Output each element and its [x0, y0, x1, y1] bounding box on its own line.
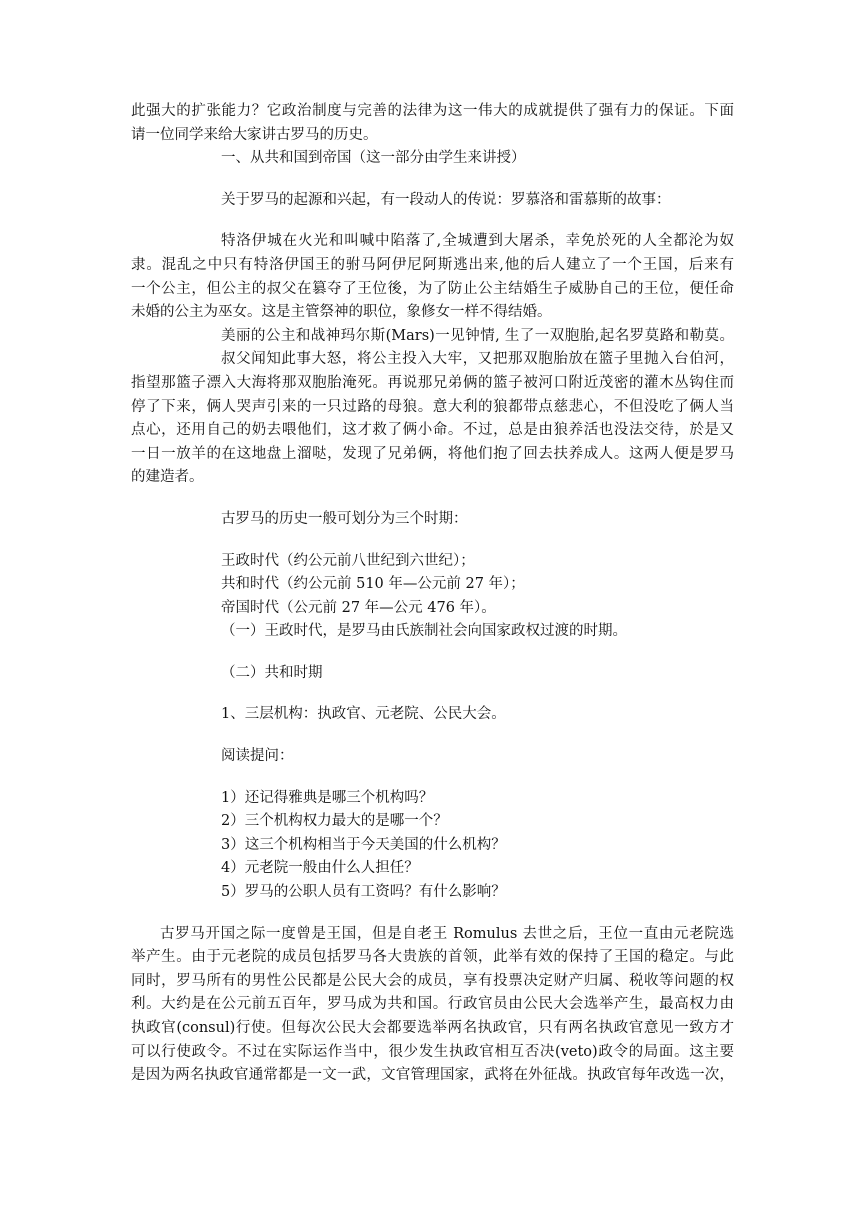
text-line: 未婚的公主为巫女。这是主管祭神的职位，象修女一样不得结婚。: [131, 304, 552, 321]
question-item: 1）还记得雅典是哪三个机构吗？: [221, 789, 434, 806]
question-item: 4）元老院一般由什么人担任？: [221, 860, 419, 877]
text-line: 同时，罗马所有的男性公民都是公民大会的成员，享有投票决定财产归属、税收等问题的权: [131, 972, 734, 989]
text-line: 古罗马的历史一般可划分为三个时期：: [221, 510, 468, 527]
text-line: 美丽的公主和战神玛尔斯(Mars)一见钟情, 生了一双胞胎,起名罗莫路和勒莫。: [221, 327, 734, 344]
text-line: 利。大约是在公元前五百年，罗马成为共和国。行政官员由公民大会选举产生，最高权力由: [131, 996, 734, 1013]
text-line: 阅读提问：: [221, 748, 294, 765]
text-line: 请一位同学来给大家讲古罗马的历史。: [131, 126, 378, 143]
subsection-heading: （二）共和时期: [221, 664, 323, 681]
text-line: 叔父闻知此事大怒，将公主投入大牢，又把那双胞胎放在篮子里抛入台伯河，: [221, 351, 734, 368]
text-line: 点心，还用自己的奶去喂他们，这才救了俩小命。不过，总是由狼养活也没法交待，於是又: [131, 422, 734, 439]
text-line: 指望那篮子漂入大海将那双胞胎淹死。再说那兄弟俩的篮子被河口附近茂密的灌木丛钩住而: [131, 374, 734, 391]
document-page: [131, 100, 734, 1088]
text-line: 举产生。由于元老院的成员包括罗马各大贵族的首领，此举有效的保持了王国的稳定。与此: [131, 949, 734, 966]
period-item: 帝国时代（公元前 27 年—公元 476 年）。: [221, 599, 496, 616]
text-line: 可以行使政令。不过在实际运作当中，很少发生执政官相互否决(veto)政令的局面。这主要: [131, 1043, 734, 1060]
text-line: 特洛伊城在火光和叫喊中陷落了,全城遭到大屠杀，幸免於死的人全都沦为奴: [221, 233, 734, 250]
question-item: 2）三个机构权力最大的是哪一个？: [221, 813, 448, 830]
text-line: 是因为两名执政官通常都是一文一武，文官管理国家，武将在外征战。执政官每年改选一次，: [131, 1067, 734, 1084]
question-item: 3）这三个机构相当于今天美国的什么机构？: [221, 836, 506, 853]
subsection-heading: （一）王政时代，是罗马由氏族制社会向国家政权过渡的时期。: [221, 623, 627, 640]
period-item: 共和时代（约公元前 510 年—公元前 27 年）；: [221, 576, 525, 593]
text-line: 一个公主，但公主的叔父在篡夺了王位後，为了防止公主结婚生子威胁自己的王位，便任命: [131, 280, 734, 297]
text-line: 1、三层机构：执政官、元老院、公民大会。: [221, 706, 506, 723]
section-heading: 一、从共和国到帝国（这一部分由学生来讲授）: [221, 150, 526, 167]
text-line: 执政官(consul)行使。但每次公民大会都要选举两名执政官，只有两名执政官意见一致方才: [131, 1020, 734, 1036]
text-line: 此强大的扩张能力？它政治制度与完善的法律为这一伟大的成就提供了强有力的保证。下面: [131, 103, 734, 119]
text-line: 关于罗马的起源和兴起，有一段动人的传说：罗慕洛和雷慕斯的故事：: [221, 191, 671, 208]
text-line: 一日一放羊的在这地盘上溜哒，发现了兄弟俩，将他们抱了回去扶养成人。这两人便是罗马: [131, 445, 734, 462]
question-item: 5）罗马的公职人员有工资吗？有什么影响？: [221, 884, 506, 901]
text-line: 停了下来，俩人哭声引来的一只过路的母狼。意大利的狼都带点慈悲心，不但没吃了俩人当: [131, 398, 734, 415]
text-line: 隶。混乱之中只有特洛伊国王的驸马阿伊尼阿斯逃出来,他的后人建立了一个王国，后来有: [131, 256, 734, 273]
text-line: 古罗马开国之际一度曾是王国，但是自老王 Romulus 去世之后，王位一直由元老院选: [160, 925, 734, 942]
period-item: 王政时代（约公元前八世纪到六世纪）；: [221, 552, 475, 569]
text-line: 的建造者。: [131, 469, 204, 486]
